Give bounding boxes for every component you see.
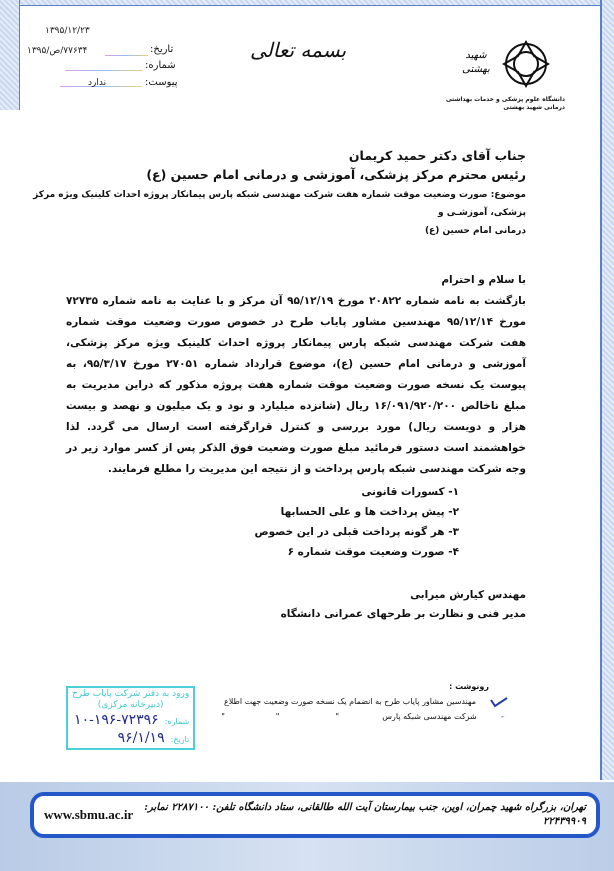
number-line [65,70,143,71]
body-line: شماره هفت پروژه مذکور که دراین مدیریت به مبلغ ناخالص ۱۶/۰۹۱/۹۲۰/۲۰۰ ریال (شانزده میلیارد و [66,379,526,412]
deduction-item: ۲- پیش پرداخت ها و علی الحسابها [280,506,459,518]
footer-address: تهران، بزرگراه شهید چمران، اوین، جنب بیمارستان آیت الله طالقانی، ستاد دانشگاه تلفن: ۲۲۸۷۱۰۰ نمابر: ۲۲۴۳۹۹۰۹ [144,802,586,827]
deduction-item: ۳- هر گونه پرداخت قبلی در این خصوص [254,526,459,538]
addressee-title: رئیس محترم مرکز پزشکی، آموزشی و درمانی امام حسین (ع) [146,167,526,182]
body-line: مورخ ۹۵/۱۲/۱۴ مهندسین مشاور پایاب طرح در خصوص صورت وضعیت موقت شماره هفت شرکت [66,316,527,349]
stamp-subtitle: (دبیرخانه مرکزی) [97,700,164,710]
body-line: حسین (ع)، موضوع قرارداد شماره ۲۷۰۵۱ مورخ ۹۵/۳/۱۷، به پیوست یک نسخه صورت وضعیت موقت [66,358,527,391]
svg-text:شهید: شهید [465,50,487,61]
body-line: مهندسی شبکه پارس پیمانکار پروژه احداث کلینیک ویژه مرکز پزشکی، آموزشی و درمانی امام [66,337,526,370]
letter-body [6,146,526,724]
university-logo [440,36,565,112]
signatory-name: مهندس کیارش میرابی [410,589,526,601]
subject-line-1: موضوع: صورت وضعیت موقت شماره هفت شرکت مهندسی شبکه پارس پیمانکار پروژه احداث کلینیک ویژه مرکز پزشکی، آموزشـی و [33,190,526,218]
scan-edge-right [600,0,614,780]
addressee-name: جناب آقای دکتر حمید کریمان [348,148,526,163]
deductions-list [6,482,459,562]
deduction-item: ۱- کسورات قانونی [361,486,459,498]
logo-emblem-icon [440,36,560,92]
date-label: تاریخ: [150,44,174,55]
stamp-date-label: تاریخ: [170,735,190,744]
cc-item: مهندسین مشاور پایاب طرح به انضمام یک نسخه صورت وضعیت جهت اطلاع [223,697,476,706]
date-line [105,55,148,56]
handwritten-date: ۱۳۹۵/۱۲/۲۳ [45,26,90,36]
deduction-item: ۴- صورت وضعیت موقت شماره ۶ [287,546,459,558]
logo-text: دانشگاه علوم پزشکی و خدمات بهداشتی درمانی شهید بهشتی [445,96,565,111]
received-stamp [66,686,195,750]
scan-edge-top [0,0,614,6]
cc-bullet: - [500,711,504,722]
body-line: می گردد. لذا خواهشمند است دستور فرمائید مبلغ صورت وضعیت فوق الذکر پس از کسر موارد زیر در [66,421,526,454]
footer-box [30,792,600,838]
body-line: بازگشت به نامه شماره ۲۰۸۲۲ مورخ ۹۵/۱۲/۱۹ آن مرکز و با عنایت به نامه شماره ۷۲۷۳۵ [66,295,526,307]
checkmark-icon [490,696,508,708]
cc-item: شرکت مهندسی شبکه پارس " " " [221,712,477,721]
greeting: با سلام و احترام [441,274,526,286]
website-link[interactable]: www.sbmu.ac.ir [44,807,134,822]
letter-number: ۷۷۶۳۴/ص/۱۳۹۵ [27,46,88,56]
stamp-date: ۹۶/۱/۱۹ [117,730,165,746]
stamp-number-label: شماره: [164,717,190,726]
body-line: وجه شرکت مهندسی شبکه پارس پرداخت و از نتیجه این مدیریت را مطلع فرمایند. [107,463,526,475]
stamp-number: ۱۰-۱۹۶-۷۲۳۹۶ [74,712,159,728]
attachment-value: ندارد [88,78,107,88]
cc-label: رونوشت : [449,682,489,691]
body-paragraph [66,291,526,480]
attachment-label: پیوست: [145,77,178,88]
signature-block [6,586,526,624]
number-label: شماره: [145,60,176,71]
signatory-title: مدیر فنی و نظارت بر طرحهای عمرانی دانشگاه [280,608,526,620]
stamp-title: ورود به دفتر شرکت پایاب طرح [72,689,190,699]
subject-line-2: درمانی امام حسین (ع) [424,226,526,236]
body-line: نود و یک میلیون و نهصد و بیست هزار و دویست ریال) مورد بررسی و کنترل قرارگرفته است ارسال [66,400,526,433]
svg-text:بهشتی: بهشتی [462,64,490,75]
scan-edge-left [0,0,20,110]
basmala: بسمه تعالی [250,38,347,62]
